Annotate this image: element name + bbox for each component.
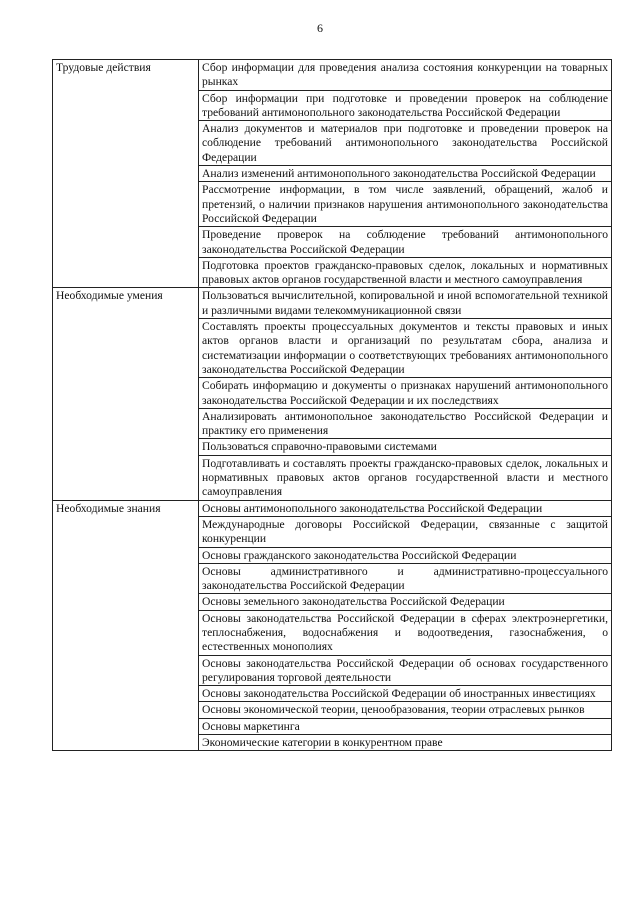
requirements-table	[52, 59, 612, 751]
section-item: Основы маркетинга	[199, 718, 612, 734]
section-item: Основы административного и административно-процессуального законодательства Российской Федерации	[199, 563, 612, 594]
section-item: Основы законодательства Российской Федерации об иностранных инвестициях	[199, 686, 612, 702]
section-item: Анализировать антимонопольное законодательство Российской Федерации и практику его применения	[199, 408, 612, 439]
section-item: Основы антимонопольного законодательства Российской Федерации	[199, 500, 612, 516]
section-item: Основы гражданского законодательства Российской Федерации	[199, 547, 612, 563]
section-item: Основы экономической теории, ценообразования, теории отраслевых рынков	[199, 702, 612, 718]
section-item: Подготавливать и составлять проекты гражданско-правовых сделок, локальных и нормативных правовых актов органов государственной власти и местного самоуправления	[199, 455, 612, 500]
section-item: Основы земельного законодательства Российской Федерации	[199, 594, 612, 610]
table-row	[53, 60, 612, 91]
section-item: Экономические категории в конкурентном праве	[199, 735, 612, 751]
table-row	[53, 500, 612, 516]
section-item: Составлять проекты процессуальных документов и тексты правовых и иных актов органов власти и организаций по результатам сбора, анализа и систематизации информации о соответствующих требованиях антимонопольного законодательства Российской Федерации	[199, 319, 612, 378]
page-number: 6	[317, 21, 323, 35]
section-label: Необходимые знания	[53, 500, 199, 751]
section-label: Трудовые действия	[53, 60, 199, 288]
section-item: Международные договоры Российской Федерации, связанные с защитой конкуренции	[199, 516, 612, 547]
section-item: Проведение проверок на соблюдение требований антимонопольного законодательства Российской Федерации	[199, 227, 612, 258]
section-item: Собирать информацию и документы о признаках нарушений антимонопольного законодательства Российской Федерации и их последствиях	[199, 378, 612, 409]
section-label: Необходимые умения	[53, 288, 199, 500]
requirements-table-body	[53, 60, 612, 751]
section-item: Пользоваться справочно-правовыми системами	[199, 439, 612, 455]
section-item: Подготовка проектов гражданско-правовых сделок, локальных и нормативных правовых актов органов государственной власти и местного самоуправления	[199, 257, 612, 288]
section-item: Основы законодательства Российской Федерации в сферах электроэнергетики, теплоснабжения, водоснабжения и водоотведения, газоснабжения, о естественных монополиях	[199, 610, 612, 655]
section-item: Анализ изменений антимонопольного законодательства Российской Федерации	[199, 166, 612, 182]
section-item: Сбор информации при подготовке и проведении проверок на соблюдение требований антимонопольного законодательства Российской Федерации	[199, 90, 612, 121]
section-item: Анализ документов и материалов при подготовке и проведении проверок на соблюдение требований антимонопольного законодательства Российской Федерации	[199, 121, 612, 166]
section-item: Сбор информации для проведения анализа состояния конкуренции на товарных рынках	[199, 60, 612, 91]
section-item: Основы законодательства Российской Федерации об основах государственного регулирования торговой деятельности	[199, 655, 612, 686]
section-item: Рассмотрение информации, в том числе заявлений, обращений, жалоб и претензий, о наличии признаков нарушения антимонопольного законодательства Российской Федерации	[199, 182, 612, 227]
table-row	[53, 288, 612, 319]
section-item: Пользоваться вычислительной, копировальной и иной вспомогательной техникой и различными видами телекоммуникационной связи	[199, 288, 612, 319]
